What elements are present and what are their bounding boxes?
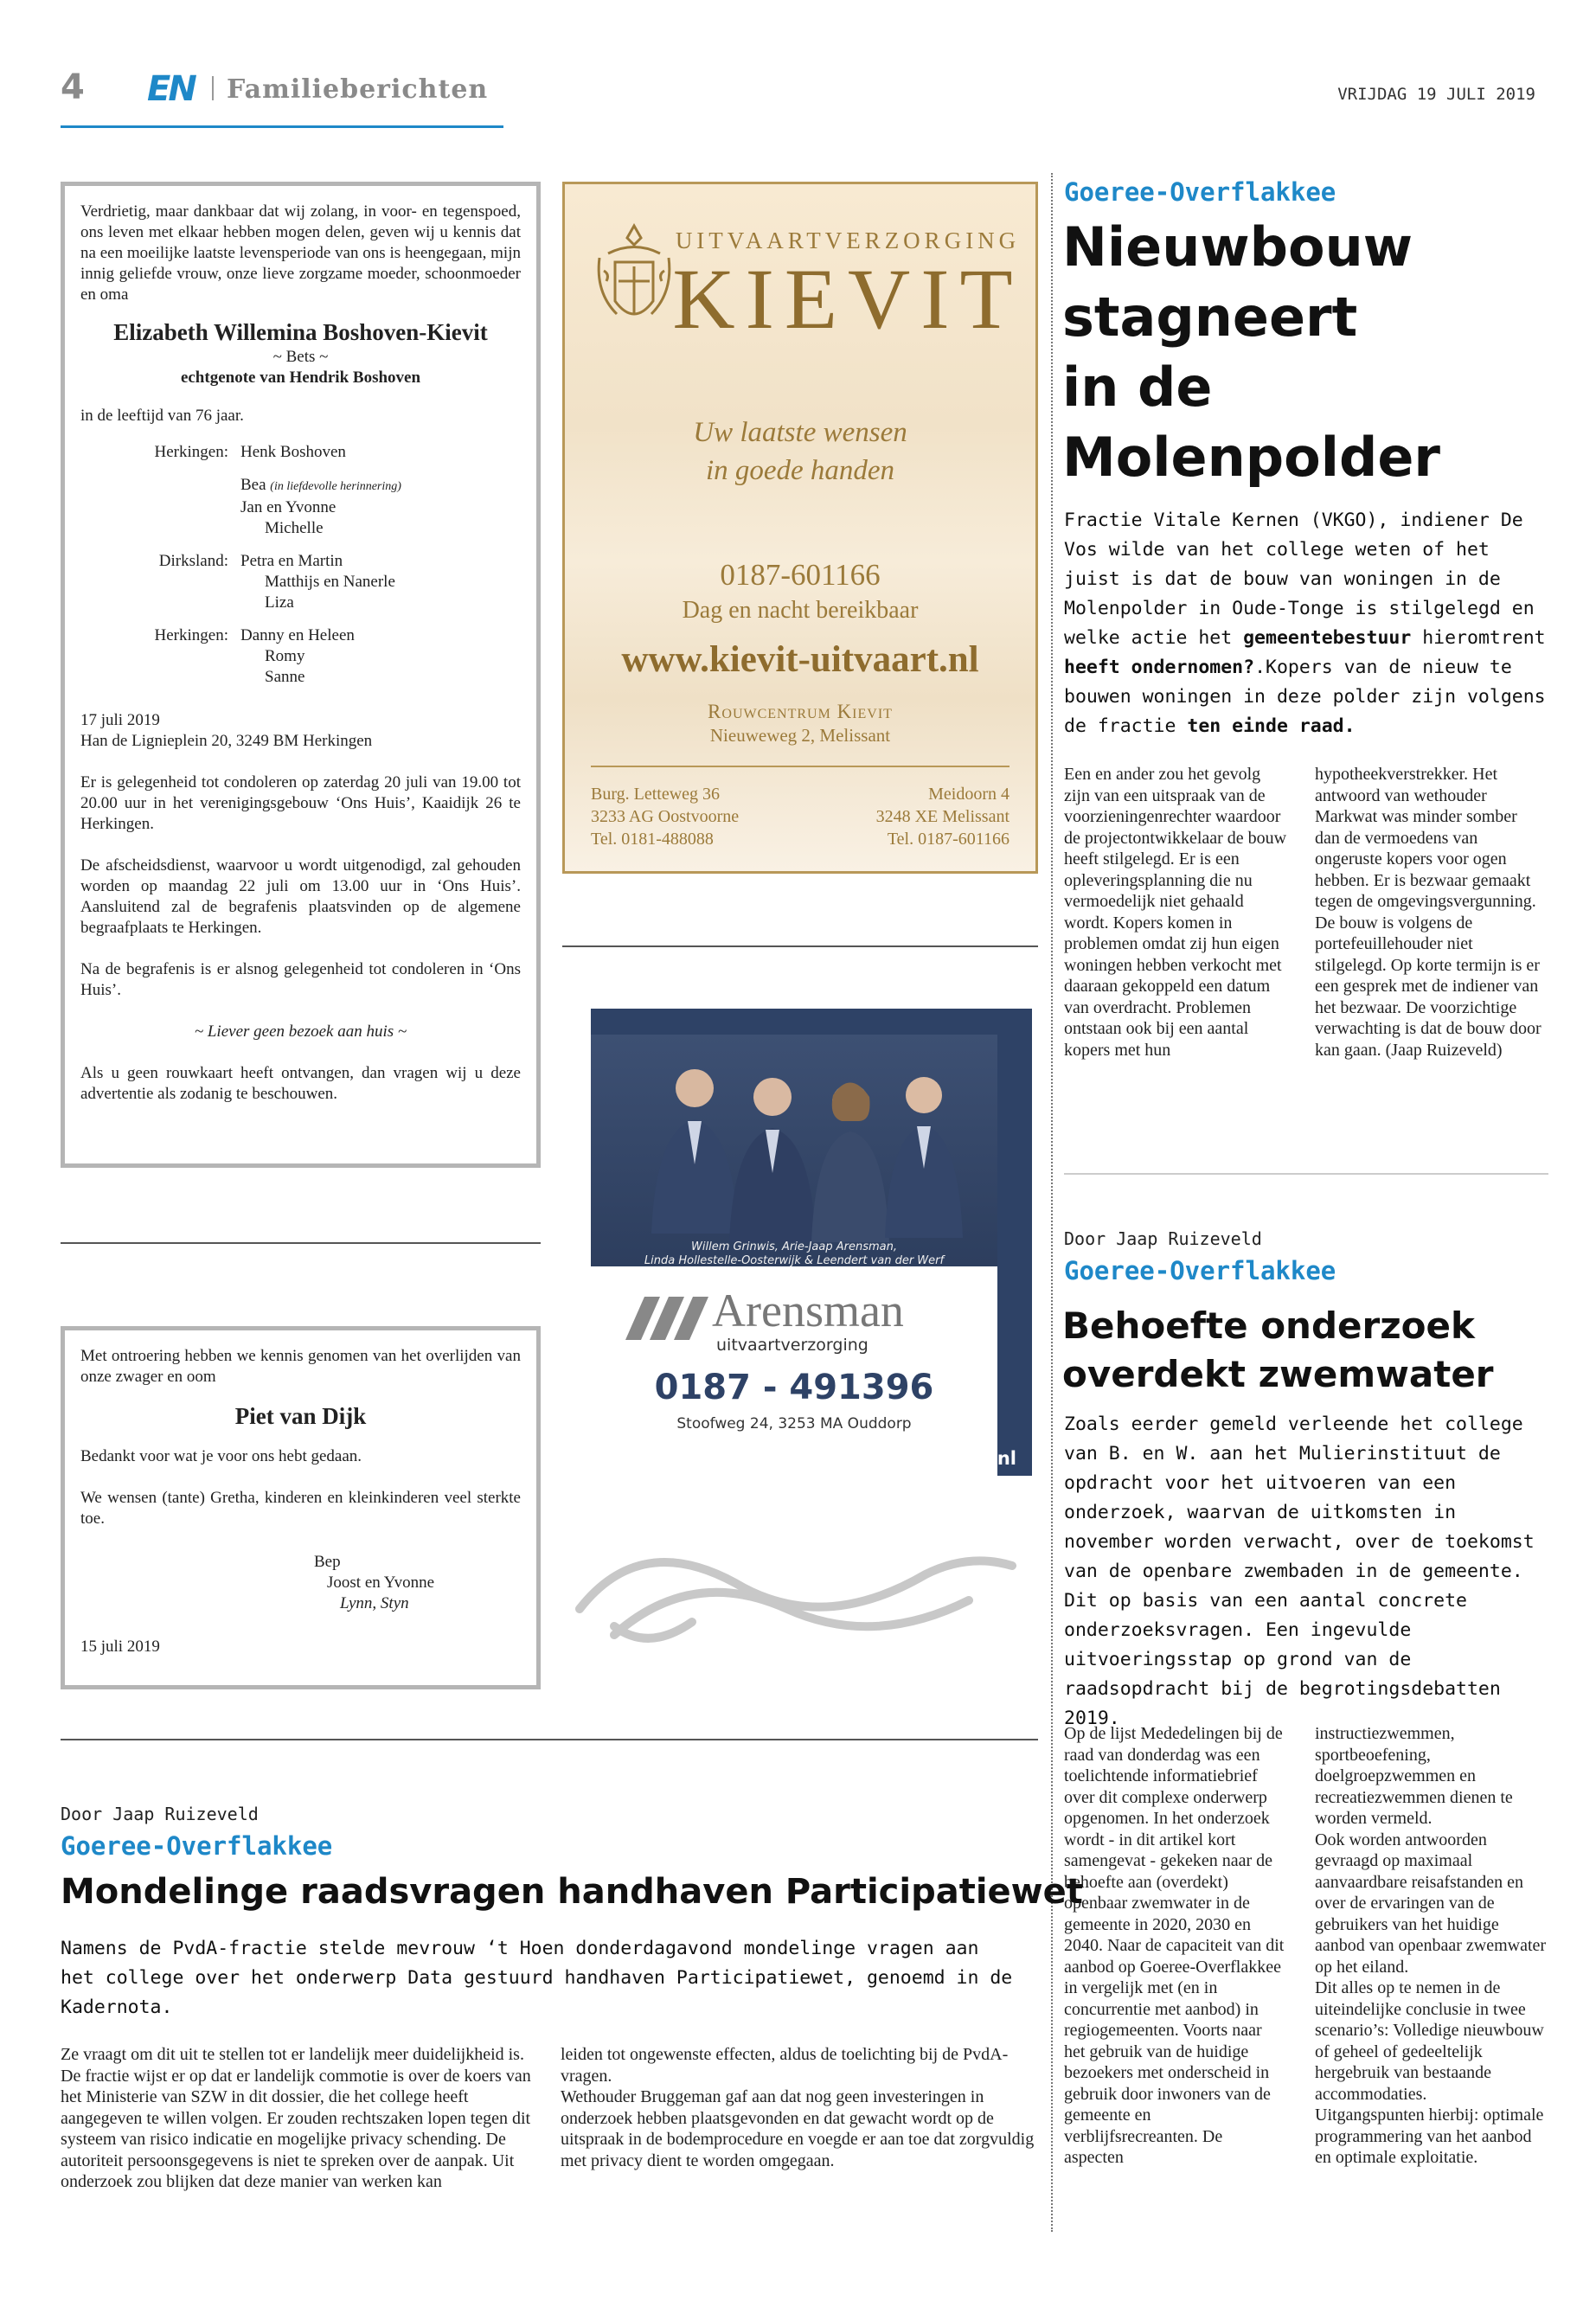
article-kicker: Goeree-Overflakkee	[1064, 177, 1336, 207]
kievit-website-link[interactable]: www.kievit-uitvaart.nl	[621, 639, 979, 680]
article-body-col1: Een en ander zou het gevolg zijn van een uitspraak van de voorzieningenrechter waardoor de projectontwikkelaar de bouw heeft stilgelegd. Er is een opleveringsplanning die nu vermoedelijk niet gehaald wordt. Kopers komen in problemen omdat zij hun eigen woningen hebben verkocht met daaraan gekoppeld een datum van overdracht. Problemen ontstaan ook bij een aantal kopers met hun	[1064, 765, 1287, 1060]
notice-signature: Lynn, Styn	[340, 1594, 409, 1612]
arensman-brand: Arensman	[712, 1285, 904, 1336]
article-lead: Zoals eerder gemeld verleende het college van B. en W. aan het Mulierinstituut de opdracht voor het uitvoeren van een onderzoek, waarvan de uitkomsten in november worden verwacht, over de toekomst van de openbare zwembaden in de gemeente. Dit op basis van een aantal concrete onderzoeksvragen. Een ingevulde uitvoeringsstap op grond van de raadsopdracht bij de begrotingsdebatten 2019.	[1064, 1413, 1535, 1729]
header-rule	[61, 125, 503, 128]
article-byline: Door Jaap Ruizeveld	[1064, 1228, 1262, 1249]
notice-date: 15 juli 2019	[80, 1638, 160, 1656]
article-body-col1: Ze vraagt om dit uit te stellen tot er landelijk meer duidelijkheid is. De fractie wijst er op dat er landelijk commotie is over de koers van het Ministerie van SZW in dit dossier, die het college heeft aangegeven te willen volgen. Er zouden rechtszaken lopen tegen dit systeem van risico indicatie en mogelijke privacy schending. De autoriteit persoonsgegevens is niet te spreken over de aanpak. Uit onderzoek zou blijken dat deze manier van werken kan	[61, 2045, 531, 2191]
deceased-age: in de leeftijd van 76 jaar.	[80, 407, 244, 425]
kievit-phone: 0187-601166	[720, 558, 881, 592]
family-list	[80, 442, 521, 688]
article-headline: Nieuwbouw stagneert in de Molenpolder	[1062, 215, 1440, 489]
deceased-spouse: echtgenote van Hendrik Boshoven	[180, 369, 421, 387]
kievit-advertisement[interactable]	[562, 182, 1038, 874]
article-separator	[1064, 1173, 1548, 1175]
article-body-col1: Op de lijst Mededelingen bij de raad van donderdag was een toelichtende informatiebrief over dit complexe onderwerp opgenomen. In het onderzoek wordt - in dit artikel kort samengevat - gekeken naar de behoefte aan (overdekt) openbaar zwemwater in de gemeente in 2020, 2030 en 2040. Naar de capaciteit van dit aanbod op Goeree-Overflakkee in vergelijk met (en in concurrentie met aanbod) in regiogemeenten. Voorts naar het gebruik van de huidige bezoekers met onderscheid in gebruik door inwoners van de gemeente en verblijfsrecreanten. De aspecten	[1064, 1724, 1285, 2167]
arensman-subtitle: uitvaartverzorging	[716, 1336, 869, 1355]
article-byline: Door Jaap Ruizeveld	[61, 1804, 259, 1824]
swirl-ornament-icon	[562, 1540, 1029, 1661]
kievit-pretitle: UITVAARTVERZORGING	[675, 228, 1021, 253]
kievit-brand: KIEVIT	[672, 251, 1023, 347]
notice-after: Na de begrafenis is er alsnog gelegenheid tot condoleren in ‘Ons Huis’.	[80, 960, 521, 999]
article-headline: Behoefte onderzoek overdekt zwemwater	[1062, 1304, 1494, 1395]
notice-date: 17 juli 2019	[80, 711, 160, 729]
family-line: Petra en Martin	[240, 552, 343, 570]
arensman-advertisement[interactable]	[591, 1009, 1032, 1476]
team-photo-icon	[591, 1035, 997, 1266]
family-place: Herkingen:	[154, 443, 228, 461]
article-kicker: Goeree-Overflakkee	[61, 1831, 333, 1861]
column-divider-dotted	[1051, 173, 1053, 2232]
kievit-rouwcentrum-address: Nieuweweg 2, Melissant	[709, 725, 891, 746]
article-lead: Namens de PvdA-fractie stelde mevrouw ‘t Hoen donderdagavond mondelinge vragen aan het college over het onderwerp Data gestuurd handhaven Participatiewet, genoemd in de Kadernota.	[61, 1938, 1013, 2018]
family-line: Bea (in liefdevolle herinnering)	[240, 476, 401, 494]
article-lead: Fractie Vitale Kernen (VKGO), indiener De Vos wilde van het college weten of het juist is dat de bouw van woningen in de Molenpolder in Oude-Tonge is stilgelegd en welke actie het gemeentebestuur hieromtrent heeft ondernomen?.Kopers van de nieuw te bouwen woningen in deze polder zijn volgens de fractie ten einde raad.	[1064, 510, 1546, 737]
death-notice-boshoven	[61, 182, 541, 1168]
family-line: Romy	[265, 647, 305, 665]
family-line: Michelle	[265, 519, 324, 537]
article-body-col2: instructiezwemmen, sportbeoefening, doelgroepzwemmen en recreatiezwemmen dienen te worden vermeld. Ook worden antwoorden gevraagd op maximaal aanvaardbare reisafstanden en over de ervaringen van de gebruikers van het huidige aanbod van openbaar zwemwater op het eiland. Dit alles op te nemen in de uiteindelijke conclusie in twee scenario’s: Volledige nieuwbouw of geheel of gedeeltelijk hergebruik van bestaande accommodaties. Uitgangspunten hierbij: optimale programmering van het aanbod en optimale exploitatie.	[1315, 1724, 1547, 2167]
kievit-availability: Dag en nacht bereikbaar	[682, 597, 919, 624]
kievit-address-left: Burg. Letteweg 36 3233 AG Oostvoorne Tel. 0181-488088	[591, 785, 740, 849]
kievit-divider	[591, 766, 1010, 767]
issue-date: VRIJDAG 19 JULI 2019	[1337, 85, 1535, 104]
deceased-name: Piet van Dijk	[234, 1403, 367, 1429]
family-line: Matthijs en Nanerle	[265, 573, 395, 591]
notice-intro: Verdrietig, maar dankbaar dat wij zolang, in voor- en tegenspoed, ons leven met elkaar hebben mogen delen, geven wij u kennis dat na een moeilijke laatste levensperiode van ons is heengegaan, mijn innig geliefde vrouw, onze lieve zorgzame moeder, schoonmoeder en oma	[80, 202, 521, 304]
family-line: Henk Boshoven	[240, 443, 346, 461]
kievit-address-right: Meidoorn 4 3248 XE Melissant Tel. 0187-601166	[875, 785, 1010, 849]
newspaper-logo: EN	[147, 69, 195, 109]
family-place: Herkingen:	[154, 626, 228, 644]
notice-condolence: Er is gelegenheid tot condoleren op zaterdag 20 juli van 19.00 tot 20.00 uur in het verenigingsgebouw ‘Ons Huis’, Kaaidijk 26 te Herkingen.	[80, 773, 521, 833]
kievit-slogan: Uw laatste wensen in goede handen	[693, 417, 907, 486]
notice-no-card: Als u geen rouwkaart heeft ontvangen, dan vragen wij u deze advertentie als zodanig te beschouwen.	[80, 1064, 521, 1103]
article-headline: Mondelinge raadsvragen handhaven Participatiewet	[61, 1872, 1083, 1912]
notice-intro: Met ontroering hebben we kennis genomen van het overlijden van onze zwager en oom	[80, 1347, 521, 1386]
header-separator	[212, 76, 214, 100]
section-title: Familieberichten	[227, 74, 489, 105]
article-body-col2: leiden tot ongewenste effecten, aldus de toelichting bij de PvdA-vragen. Wethouder Bruggeman gaf aan dat nog geen investeringen in onderzoek hebben plaatsgevonden en dat gewacht wordt op de uitspraak in de bodemprocedure en voegde er aan toe dat zorgvuldig met privacy dient te worden omgegaan.	[561, 2045, 1035, 2170]
kievit-rouwcentrum: Rouwcentrum Kievit	[708, 701, 893, 722]
notice-signature: Joost en Yvonne	[327, 1574, 435, 1592]
deceased-nickname: ~ Bets ~	[272, 348, 329, 366]
notice-wish: We wensen (tante) Gretha, kinderen en kleinkinderen veel sterkte toe.	[80, 1489, 521, 1528]
page-number: 4	[61, 67, 85, 107]
notice-thanks: Bedankt voor wat je voor ons hebt gedaan.	[80, 1447, 362, 1465]
arensman-phone: 0187 - 491396	[654, 1368, 934, 1407]
photo-caption: Willem Grinwis, Arie-Jaap Arensman, Linda Hollestelle-Oosterwijk & Leendert van der Werf	[644, 1240, 945, 1266]
family-line: Liza	[265, 593, 294, 612]
article-kicker: Goeree-Overflakkee	[1064, 1256, 1336, 1285]
arensman-address: Stoofweg 24, 3253 MA Ouddorp	[676, 1415, 912, 1433]
column-divider	[61, 1242, 541, 1244]
family-line: Sanne	[265, 668, 305, 686]
notice-address: Han de Lignieplein 20, 3249 BM Herkingen	[80, 732, 373, 750]
notice-no-visit: ~ Liever geen bezoek aan huis ~	[194, 1022, 407, 1041]
arensman-website-link[interactable]: www.arensmanuitvaart.nl	[751, 1448, 1016, 1469]
article-separator	[61, 1739, 1038, 1740]
notice-signature: Bep	[314, 1553, 341, 1571]
arensman-team-photo	[591, 1035, 997, 1266]
family-place: Dirksland:	[158, 552, 228, 570]
column-divider	[562, 945, 1038, 947]
family-line: Danny en Heleen	[240, 626, 355, 644]
deceased-name: Elizabeth Willemina Boshoven-Kievit	[113, 319, 488, 345]
family-line: Jan en Yvonne	[240, 498, 337, 516]
article-body-col2: hypotheekverstrekker. Het antwoord van wethouder Markwat was minder somber dan de vermoedens van ongeruste kopers voor ogen hebben. Er is bezwaar gemaakt tegen de omgevingsvergunning. De bouw is volgens de portefeuillehouder niet stilgelegd. Op korte termijn is er een gesprek met de indiener van het bezwaar. De voorzichtige verwachting is dat de bouw door kan gaan. (Jaap Ruizeveld)	[1315, 765, 1542, 1060]
death-notice-van-dijk	[61, 1326, 541, 1689]
notice-service: De afscheidsdienst, waarvoor u wordt uitgenodigd, zal gehouden worden op maandag 22 juli om 13.00 uur in ‘Ons Huis’. Aansluitend zal de begrafenis plaatsvinden op de algemene begraafplaats te Herkingen.	[80, 856, 521, 937]
